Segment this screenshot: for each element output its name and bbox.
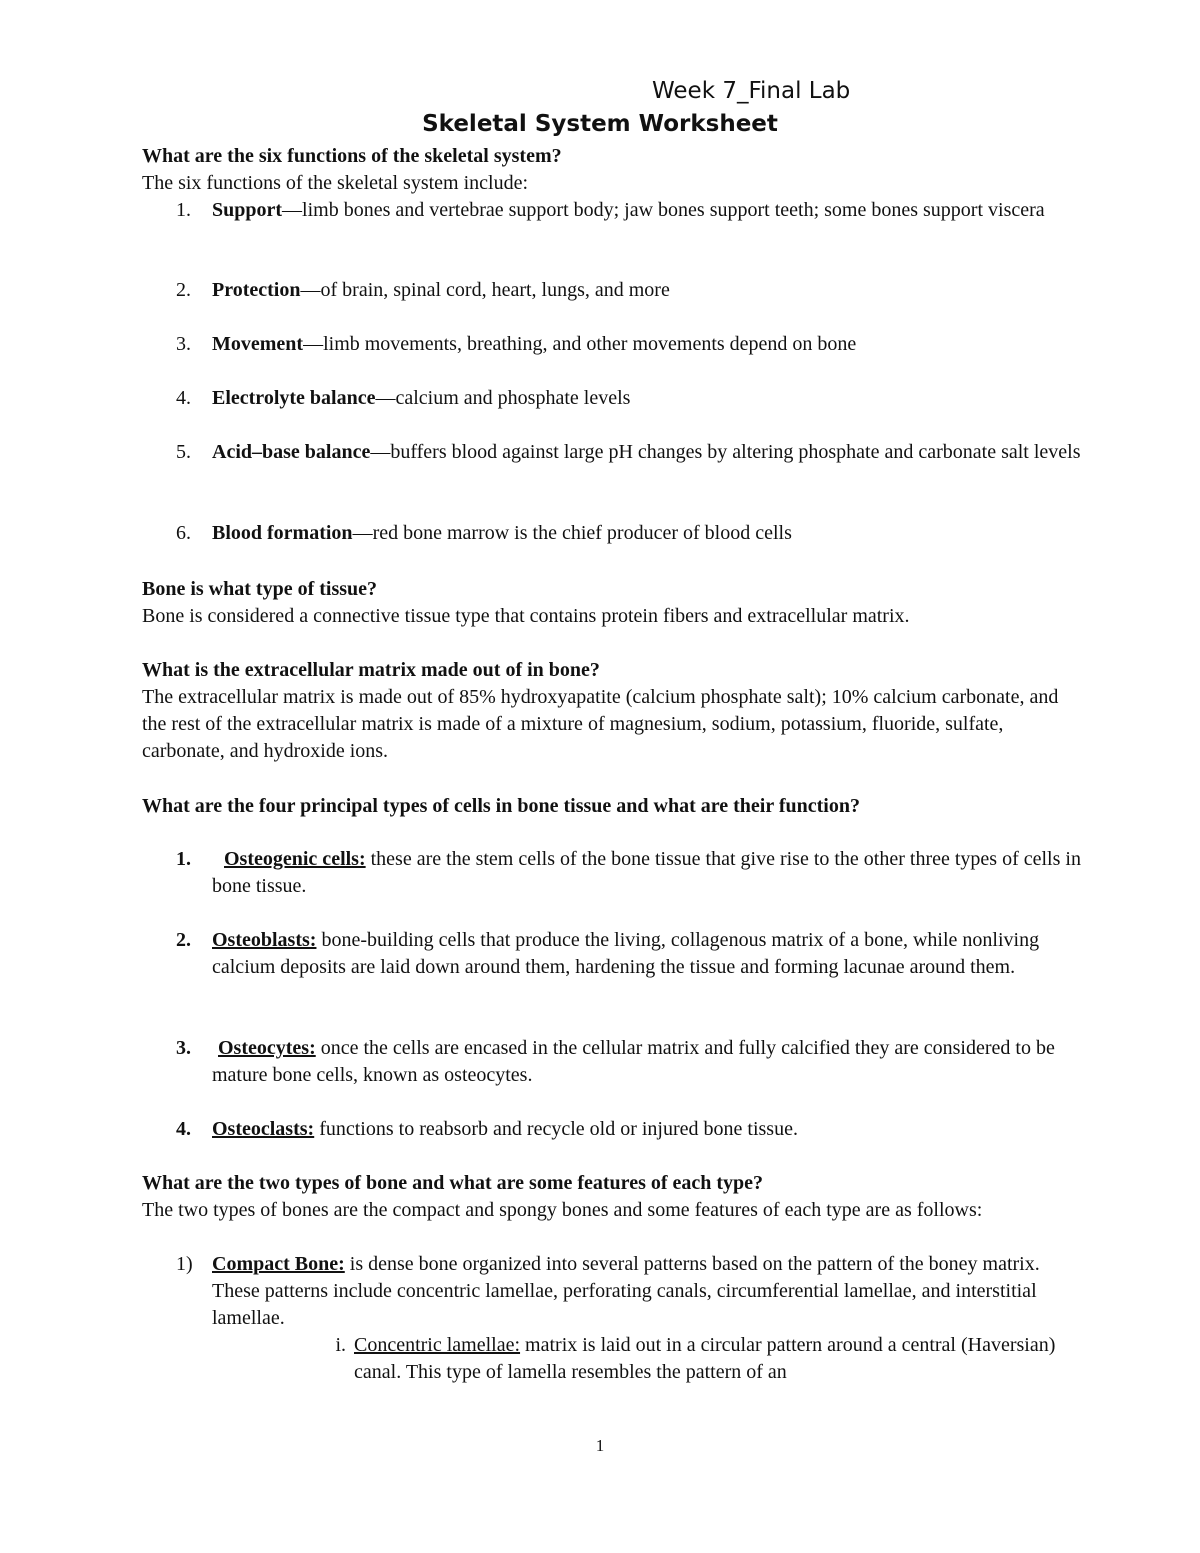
list-item xyxy=(142,846,1082,900)
list-text: —limb movements, breathing, and other movements depend on bone xyxy=(303,333,857,355)
question-heading: What are the two types of bone and what are some features of each type? xyxy=(142,1172,764,1194)
answer-intro: The two types of bones are the compact and spongy bones and some features of each type are as follows: xyxy=(142,1199,983,1221)
list-number: 2. xyxy=(176,929,191,951)
sub-list-term: Concentric lamellae: xyxy=(354,1334,521,1356)
question-heading: Bone is what type of tissue? xyxy=(142,578,378,600)
list-number: 4. xyxy=(176,387,191,409)
list-item xyxy=(142,331,1082,358)
document-title: Skeletal System Worksheet xyxy=(422,111,778,137)
list-term: Osteoblasts: xyxy=(212,929,317,951)
question-heading: What are the four principal types of cells in bone tissue and what are their function? xyxy=(142,795,860,817)
list-number: 5. xyxy=(176,441,191,463)
list-item xyxy=(142,1251,1082,1332)
question-heading: What are the six functions of the skeletal system? xyxy=(142,145,562,167)
sub-list-number: i. xyxy=(335,1334,346,1356)
list-term: Movement xyxy=(212,333,304,355)
header-label: Week 7_Final Lab xyxy=(652,78,851,104)
list-term: Osteocytes: xyxy=(218,1037,316,1059)
list-item xyxy=(142,1116,1082,1143)
list-term: Blood formation xyxy=(212,522,353,544)
list-term: Protection xyxy=(212,279,301,301)
list-item xyxy=(142,385,1082,412)
list-number: 1. xyxy=(176,199,191,221)
list-number: 3. xyxy=(176,333,191,355)
page-number: 1 xyxy=(595,1436,605,1455)
list-item xyxy=(142,1035,1082,1089)
list-text: once the cells are encased in the cellular matrix and fully calcified they are considered to be mature bone cells, known as osteocytes. xyxy=(212,1037,1055,1086)
list-number: 3. xyxy=(176,1037,191,1059)
sub-list-text: matrix is laid out in a circular pattern around a central (Haversian) canal. This type of lamella resembles the pattern of an xyxy=(354,1334,1056,1383)
list-item xyxy=(142,520,1082,547)
list-item xyxy=(142,927,1082,981)
list-term: Compact Bone: xyxy=(212,1253,345,1275)
list-number: 1. xyxy=(176,848,191,870)
list-term: Osteogenic cells: xyxy=(224,848,366,870)
list-number: 2. xyxy=(176,279,191,301)
list-text: bone-building cells that produce the living, collagenous matrix of a bone, while nonliving calcium deposits are laid down around them, hardening the tissue and forming lacunae around them. xyxy=(212,929,1040,978)
list-text: —calcium and phosphate levels xyxy=(375,387,631,409)
list-item xyxy=(142,439,1082,466)
list-term: Osteoclasts: xyxy=(212,1118,315,1140)
answer-text: Bone is considered a connective tissue type that contains protein fibers and extracellular matrix. xyxy=(142,605,910,627)
list-text: these are the stem cells of the bone tissue that give rise to the other three types of cells in bone tissue. xyxy=(212,848,1081,897)
answer-intro: The six functions of the skeletal system include: xyxy=(142,172,529,194)
list-number: 1) xyxy=(176,1253,193,1275)
list-text: —of brain, spinal cord, heart, lungs, and more xyxy=(300,279,670,301)
list-text: is dense bone organized into several patterns based on the pattern of the boney matrix. These patterns include concentric lamellae, perforating canals, circumferential lamellae, and interstitial lamellae. xyxy=(212,1253,1040,1329)
list-term: Acid–base balance xyxy=(212,441,371,463)
sub-list-item xyxy=(142,1332,1082,1386)
list-term: Support xyxy=(212,199,283,221)
list-text: —buffers blood against large pH changes by altering phosphate and carbonate salt levels xyxy=(370,441,1081,463)
section-matrix xyxy=(142,657,1082,765)
list-term: Electrolyte balance xyxy=(212,387,376,409)
answer-text: The extracellular matrix is made out of 85% hydroxyapatite (calcium phosphate salt); 10% calcium carbonate, and the rest of the extracellular matrix is made of a mixture of magnesium, sodium, potassium, fluoride, sulfate, carbonate, and hydroxide ions. xyxy=(142,686,1059,762)
list-number: 4. xyxy=(176,1118,191,1140)
section-tissue-type xyxy=(142,576,1082,630)
section-bone-types xyxy=(142,1170,1082,1224)
section-cell-types xyxy=(142,793,1082,820)
list-item xyxy=(142,197,1082,224)
list-text: —limb bones and vertebrae support body; jaw bones support teeth; some bones support viscera xyxy=(282,199,1045,221)
list-text: —red bone marrow is the chief producer of blood cells xyxy=(352,522,792,544)
list-item xyxy=(142,277,1082,304)
list-text: functions to reabsorb and recycle old or injured bone tissue. xyxy=(314,1118,798,1140)
list-number: 6. xyxy=(176,522,191,544)
section-functions xyxy=(142,143,1082,197)
question-heading: What is the extracellular matrix made out of in bone? xyxy=(142,659,600,681)
